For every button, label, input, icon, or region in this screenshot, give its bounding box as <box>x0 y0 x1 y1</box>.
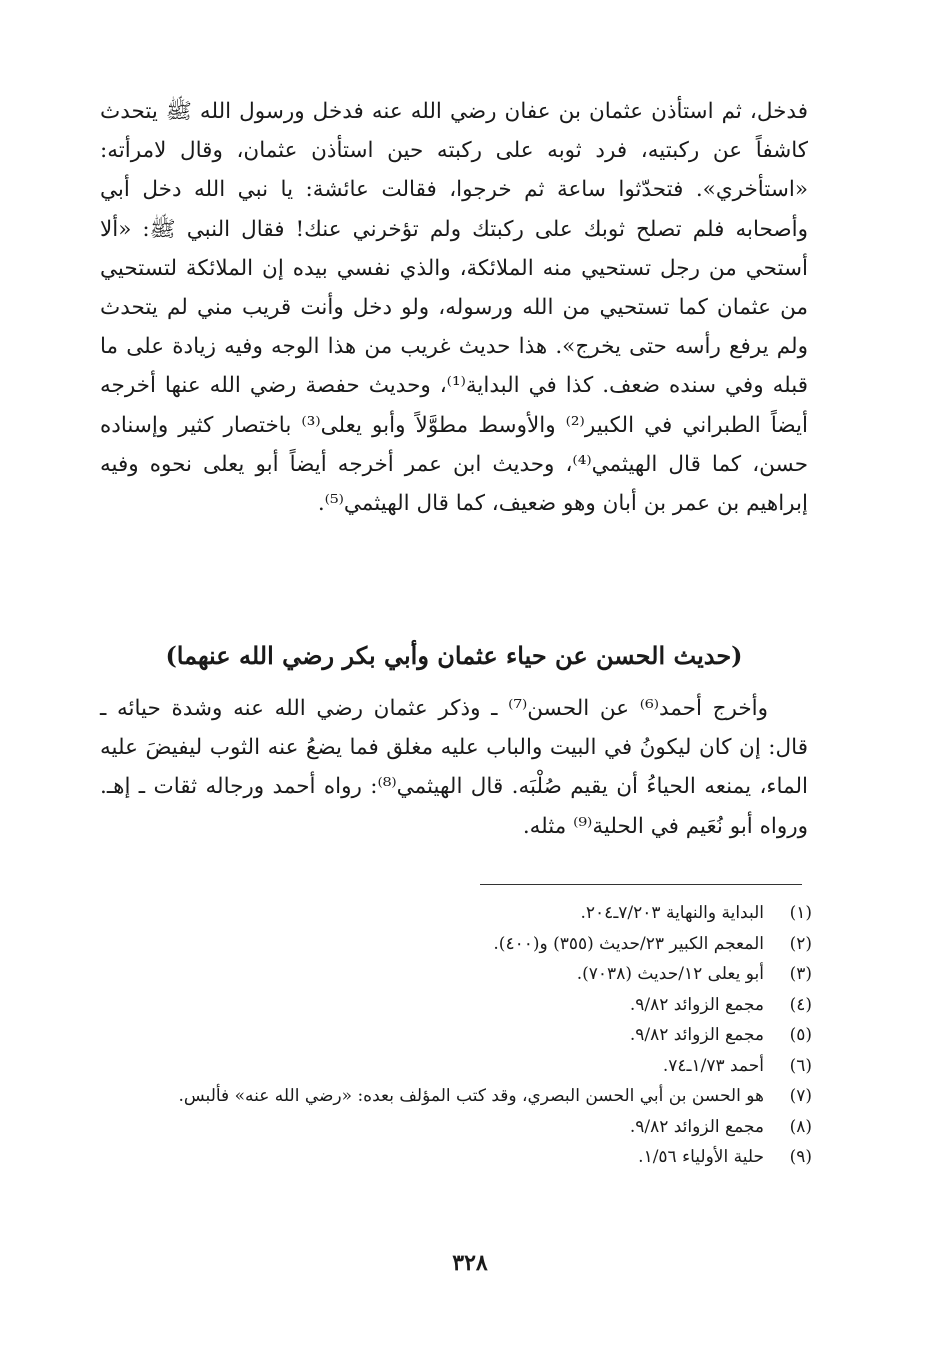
footnote <box>100 898 812 929</box>
footnote-number: (٤) <box>789 994 812 1015</box>
footnote <box>100 1051 812 1082</box>
page-number: ٣٢٨ <box>452 1250 488 1276</box>
footnote-number: (١) <box>789 903 812 923</box>
footnote-number: (٨) <box>789 1116 812 1137</box>
footnote <box>100 959 812 990</box>
footnote <box>100 929 812 960</box>
footnote-text: حلية الأولياء ١/٥٦. <box>638 1147 764 1167</box>
footnote-text: مجمع الزوائد ٩/٨٢. <box>629 1025 764 1045</box>
footnote-number: (٧) <box>789 1086 812 1106</box>
footnote-number: (٣) <box>789 964 812 984</box>
body-paragraph: فدخل، ثم استأذن عثمان بن عفان رضي الله عنه فدخل ورسول الله ﷺ يتحدث كاشفاً عن ركبتيه، فرد ثوبه على ركبته حين استأذن عثمان، وقال لامرأته: «استأخري». فتحدّثوا ساعة ثم خرجوا، فقالت عائشة: يا نبي الله دخل أبي وأصحابه فلم تصلح ثوبك على ركبتك ولم تؤخرني عنك! فقال النبي ﷺ: «ألا أستحي من رجل تستحيي منه الملائكة، والذي نفسي بيده إن الملائكة لتستحيي من عثمان كما تستحيي من الله ورسوله، ولو دخل وأنت قريب مني لم يتحدث ولم يرفع رأسه حتى يخرج». هذا حديث غريب من هذا الوجه وفيه زيادة على ما قبله وفي سنده ضعف. كذا في البداية⁽¹⁾، وحديث حفصة رضي الله عنها أخرجه أيضاً الطبراني في الكبير⁽²⁾ والأوسط مطوَّلاً وأبو يعلى⁽³⁾ باختصار كثير وإسناده حسن، كما قال الهيثمي⁽⁴⁾، وحديث ابن عمر أخرجه أيضاً أبو يعلى نحوه وفيه إبراهيم بن عمر بن أبان وهو ضعيف، كما قال الهيثمي⁽⁵⁾. <box>100 99 808 517</box>
footnote <box>100 1020 812 1051</box>
footnote <box>100 990 812 1021</box>
footnote <box>100 1142 812 1173</box>
main-text-block <box>100 92 808 523</box>
footnote <box>100 1112 812 1143</box>
footnote-separator <box>480 884 802 885</box>
body-paragraph: وأخرج أحمد⁽⁶⁾ عن الحسن⁽⁷⁾ ـ وذكر عثمان رضي الله عنه وشدة حيائه ـ قال: إن كان ليكونُ في البيت والباب عليه مغلق فما يضعُ عنه الثوب ليفيضَ عليه الماء، يمنعه الحياءُ أن يقيم صُلْبَه. قال الهيثمي⁽⁸⁾: رواه أحمد ورجاله ثقات ـ إهـ. ورواه أبو نُعَيم في الحلية⁽⁹⁾ مثله. <box>100 696 808 839</box>
footnote-text: المعجم الكبير ٢٣/حديث (٣٥٥) و(٤٠٠). <box>493 933 764 954</box>
second-text-block <box>100 689 808 846</box>
footnote-text: مجمع الزوائد ٩/٨٢. <box>629 1116 764 1137</box>
footnote-text: البداية والنهاية ٧/٢٠٣ـ٢٠٤. <box>580 903 764 923</box>
footnote-number: (٢) <box>789 933 812 954</box>
footnote-number: (٩) <box>789 1147 812 1167</box>
footnotes-list <box>100 898 812 1173</box>
footnote-text: مجمع الزوائد ٩/٨٢. <box>629 994 764 1015</box>
footnote-text: أحمد ١/٧٣ـ٧٤. <box>662 1055 764 1076</box>
footnote-text: هو الحسن بن أبي الحسن البصري، وقد كتب المؤلف بعده: «رضي الله عنه» فألبس. <box>178 1086 764 1106</box>
footnote-number: (٥) <box>789 1025 812 1045</box>
footnote-number: (٦) <box>789 1055 812 1076</box>
footnote <box>100 1081 812 1112</box>
section-heading: (حديث الحسن عن حياء عثمان وأبي بكر رضي الله عنهما) <box>165 641 743 670</box>
footnote-text: أبو يعلى ١٢/حديث (٧٠٣٨). <box>576 964 764 984</box>
